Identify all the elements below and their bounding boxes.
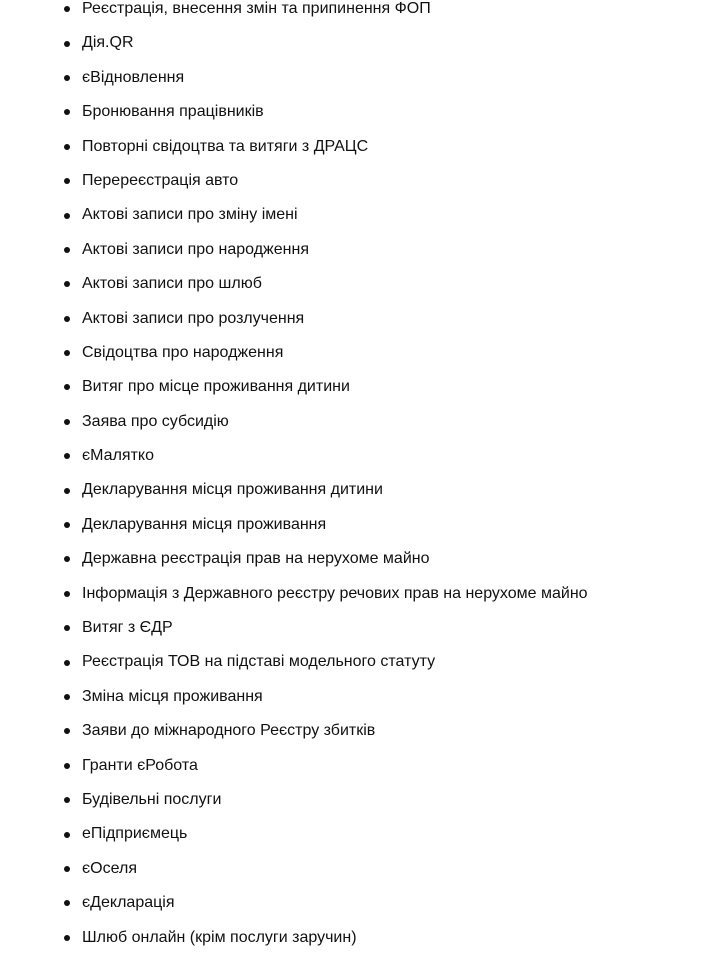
list-item-text: Реєстрація, внесення змін та припинення ФОП: [82, 0, 431, 17]
list-item-text: Свідоцтва про народження: [82, 343, 284, 361]
list-item: [0, 508, 717, 542]
list-item: [0, 714, 717, 748]
bullet-icon: [64, 384, 70, 390]
list-item-text: Будівельні послуги: [82, 790, 222, 808]
bullet-icon: [64, 213, 70, 219]
list-item-text: єВідновлення: [82, 68, 185, 86]
bullet-icon: [64, 866, 70, 872]
list-item-text: Гранти єРобота: [82, 756, 198, 774]
bullet-icon: [64, 660, 70, 666]
bullet-icon: [64, 144, 70, 150]
list-item-text: Заява про субсидію: [82, 412, 229, 430]
bullet-icon: [64, 763, 70, 769]
list-item: [0, 164, 717, 198]
list-item-text: Інформація з Державного реєстру речових прав на нерухоме майно: [82, 584, 588, 602]
bullet-icon: [64, 6, 70, 12]
bullet-icon: [64, 488, 70, 494]
list-item: [0, 302, 717, 336]
list-item: [0, 611, 717, 645]
list-item: [0, 198, 717, 232]
list-item-text: Перереєстрація авто: [82, 171, 239, 189]
list-item: [0, 370, 717, 404]
list-item: [0, 405, 717, 439]
list-item-text: Витяг про місце проживання дитини: [82, 378, 350, 396]
list-item: [0, 886, 717, 920]
list-item-text: Бронювання працівників: [82, 103, 264, 121]
bullet-icon: [64, 935, 70, 941]
bullet-icon: [64, 350, 70, 356]
list-item: [0, 577, 717, 611]
list-item-text: єДекларація: [82, 894, 175, 912]
bullet-icon: [64, 316, 70, 322]
list-item-text: Зміна місця проживання: [82, 687, 263, 705]
bullet-icon: [64, 728, 70, 734]
list-item: [0, 336, 717, 370]
bullet-icon: [64, 797, 70, 803]
bullet-icon: [64, 419, 70, 425]
list-item: [0, 645, 717, 679]
list-item: [0, 130, 717, 164]
list-item-text: єОселя: [82, 859, 137, 877]
list-item: [0, 61, 717, 95]
list-item-text: Дія.QR: [82, 34, 134, 52]
bullet-icon: [64, 694, 70, 700]
list-item-text: Декларування місця проживання дитини: [82, 481, 383, 499]
list-item: [0, 783, 717, 817]
list-item: [0, 749, 717, 783]
bullet-icon: [64, 453, 70, 459]
bullet-icon: [64, 522, 70, 528]
list-item-text: Актові записи про народження: [82, 240, 309, 258]
bullet-icon: [64, 625, 70, 631]
list-item: [0, 233, 717, 267]
list-item: [0, 852, 717, 886]
list-item: [0, 542, 717, 576]
list-item: [0, 95, 717, 129]
bullet-icon: [64, 247, 70, 253]
bullet-icon: [64, 832, 70, 838]
bullet-icon: [64, 556, 70, 562]
list-item-text: Актові записи про зміну імені: [82, 206, 298, 224]
list-item: [0, 0, 717, 26]
bullet-icon: [64, 178, 70, 184]
bullet-icon: [64, 109, 70, 115]
bullet-icon: [64, 591, 70, 597]
bullet-icon: [64, 75, 70, 81]
list-item-text: Державна реєстрація прав на нерухоме майно: [82, 550, 430, 568]
list-item: [0, 439, 717, 473]
bullet-icon: [64, 41, 70, 47]
list-item-text: Повторні свідоцтва та витяги з ДРАЦС: [82, 137, 369, 155]
list-item: [0, 680, 717, 714]
list-item: [0, 817, 717, 851]
list-item-text: Актові записи про розлучення: [82, 309, 305, 327]
list-item-text: єМалятко: [82, 447, 154, 465]
list-item-text: Актові записи про шлюб: [82, 275, 262, 293]
list-item: [0, 473, 717, 507]
bullet-icon: [64, 281, 70, 287]
list-item: [0, 267, 717, 301]
bullet-icon: [64, 900, 70, 906]
list-item-text: Реєстрація ТОВ на підставі модельного статуту: [82, 653, 436, 671]
list-item-text: Заяви до міжнародного Реєстру збитків: [82, 722, 376, 740]
list-item: [0, 26, 717, 60]
list-item-text: еПідприємець: [82, 825, 188, 843]
list-item-text: Шлюб онлайн (крім послуги заручин): [82, 928, 357, 946]
list-item-text: Декларування місця проживання: [82, 515, 327, 533]
list-item-text: Витяг з ЄДР: [82, 619, 173, 637]
